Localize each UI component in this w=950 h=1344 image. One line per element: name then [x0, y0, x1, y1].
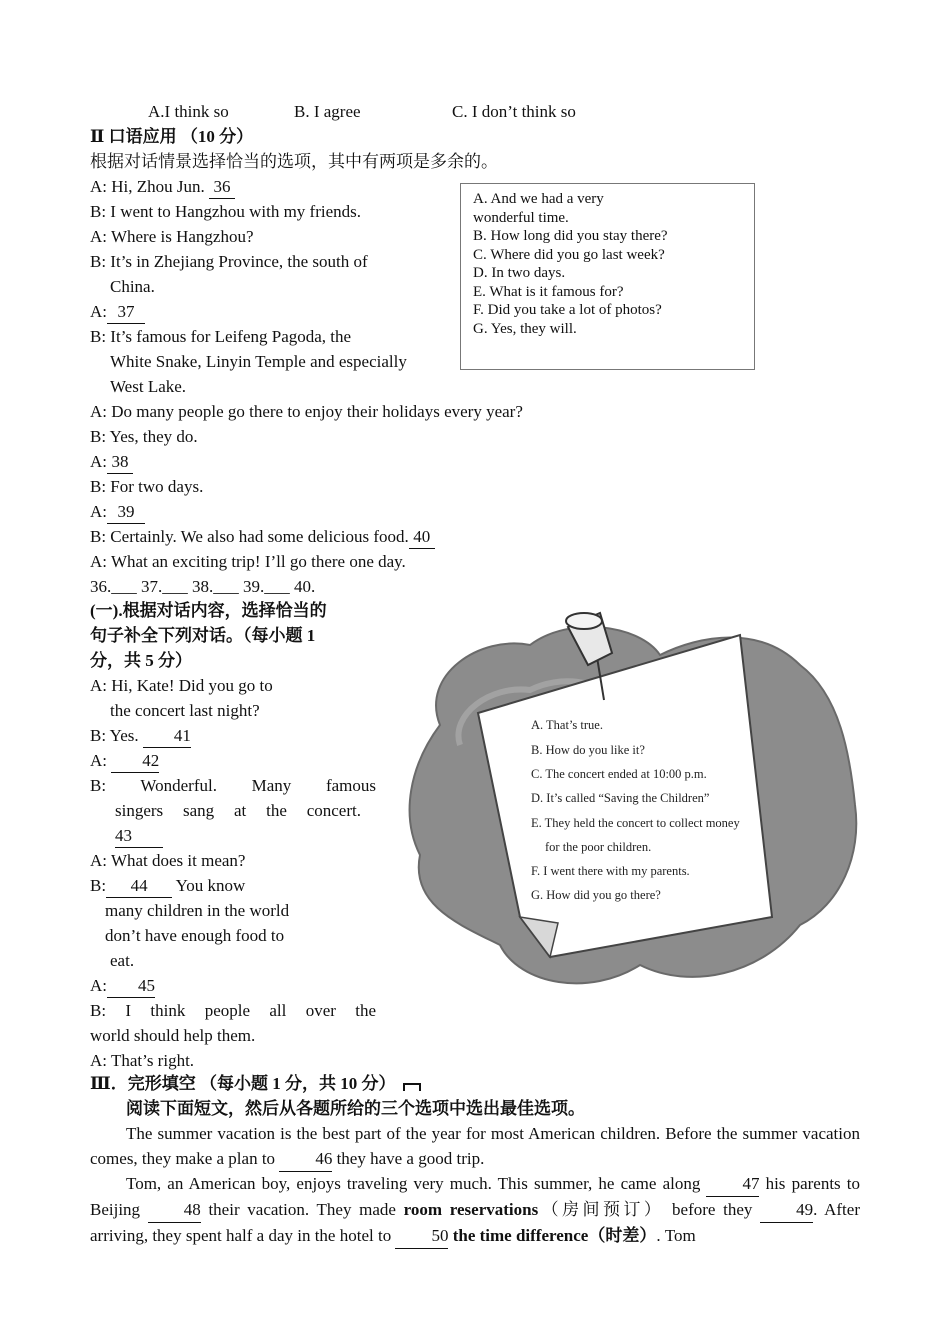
dialog1-line: A: 38 — [90, 451, 133, 474]
option-a: A.I think so — [148, 102, 229, 121]
dialog1-line: B: Certainly. We also had some delicious food. 40 — [90, 526, 435, 549]
dialog1-line: B: I went to Hangzhou with my friends. — [90, 202, 362, 221]
cursor-mark — [403, 1083, 421, 1091]
note-option: E. They held the concert to collect money — [531, 816, 740, 830]
dialog1-line: B: Yes, they do. — [90, 427, 198, 446]
note-option: G. How did you go there? — [531, 888, 661, 902]
dialog2-line: many children in the world — [105, 901, 290, 920]
note-option: for the poor children. — [545, 840, 652, 854]
blank-50[interactable]: 50 — [395, 1223, 448, 1249]
blank-48[interactable]: 48 — [148, 1197, 201, 1223]
blank-37[interactable]: 37 — [107, 301, 145, 324]
dialog2-line: A: That’s right. — [90, 1051, 195, 1070]
blank-40[interactable]: 40 — [409, 526, 435, 549]
section2-instruction: 根据对话情景选择恰当的选项，其中有两项是多余的。 — [90, 152, 498, 171]
dialog2-line: don’t have enough food to — [105, 926, 285, 945]
option-item: E. What is it famous for? — [473, 283, 624, 300]
blank-47[interactable]: 47 — [706, 1171, 759, 1197]
pinned-note-illustration — [400, 605, 862, 995]
option-item: G. Yes, they will. — [473, 320, 577, 337]
blank-38[interactable]: 38 — [107, 451, 133, 474]
dialog2-line: A: 42 — [90, 750, 159, 773]
section-a-title-2: 句子补全下列对话。（每小题 1 — [90, 626, 316, 645]
section3-instruction: 阅读下面短文，然后从各题所给的三个选项中选出最佳选项。 — [126, 1099, 585, 1118]
option-item: C. Where did you go last week? — [473, 246, 665, 263]
dialog1-line: A: Where is Hangzhou? — [90, 227, 254, 246]
note-option: D. It’s called “Saving the Children” — [531, 791, 710, 805]
option-item: F. Did you take a lot of photos? — [473, 302, 662, 318]
dialog2-line: A: 45 — [90, 975, 155, 998]
dialog2-line: world should help them. — [90, 1026, 256, 1045]
blank-44[interactable]: 44 — [106, 875, 172, 898]
option-item: B. How long did you stay there? — [473, 228, 668, 244]
dialog2-line: B: I think people all over the — [90, 1001, 377, 1020]
option-b: B. I agree — [294, 102, 361, 121]
dialog1-line: B: For two days. — [90, 477, 204, 496]
note-option: F. I went there with my parents. — [531, 864, 690, 878]
dialog2-line: A: What does it mean? — [90, 851, 246, 870]
option-c: C. I don’t think so — [452, 102, 576, 121]
option-item: D. In two days. — [473, 265, 566, 281]
dialog1-line: B: It’s famous for Leifeng Pagoda, the — [90, 327, 352, 346]
section-a-title-1: (一).根据对话内容，选择恰当的 — [90, 601, 327, 620]
note-option: C. The concert ended at 10:00 p.m. — [531, 767, 707, 781]
answer-line: 36.___ 37.___ 38.___ 39.___ 40. — [90, 577, 316, 596]
blank-49[interactable]: 49 — [760, 1197, 813, 1223]
dialog2-line: A: Hi, Kate! Did you go to — [90, 676, 273, 695]
dialog1-line: White Snake, Linyin Temple and especially — [110, 352, 407, 371]
dialog2-line: B: Yes. 41 — [90, 725, 191, 748]
note-option: A. That’s true. — [531, 718, 603, 732]
blank-46[interactable]: 46 — [279, 1146, 332, 1172]
dialog2-line: the concert last night? — [110, 701, 260, 720]
dialog1-line: A: 37 — [90, 301, 145, 324]
options-box — [460, 183, 755, 370]
dialog1-line: A: 39 — [90, 501, 145, 524]
blank-39[interactable]: 39 — [107, 501, 145, 524]
blank-42[interactable]: 42 — [111, 750, 159, 773]
blank-45[interactable]: 45 — [107, 975, 155, 998]
blank-41[interactable]: 41 — [143, 725, 191, 748]
dialog1-line: A: What an exciting trip! I’ll go there one day. — [90, 552, 406, 571]
option-item: A. And we had a very — [473, 191, 604, 207]
note-option: B. How do you like it? — [531, 743, 645, 757]
section-a-title-3: 分，共 5 分） — [90, 651, 192, 670]
dialog2-line: B: Wonderful. Many famous — [90, 776, 377, 795]
passage-paragraph-2: Tom, an American boy, enjoys traveling very much. This summer, he came along 47 his parents to Beijing 48 their vacation. They made room reservations（房间预订） before they 49. After arriving, they spent half a day in the hotel to 50 the time difference（时差）. Tom — [90, 1171, 860, 1249]
dialog1-line: A: Hi, Zhou Jun. 36 — [90, 176, 235, 199]
dialog2-line — [115, 825, 163, 848]
dialog1-line: China. — [110, 277, 155, 296]
blank-36[interactable]: 36 — [209, 176, 235, 199]
dialog1-line: B: It’s in Zhejiang Province, the south of — [90, 252, 368, 271]
section2-title: Ⅱ 口语应用 （10 分） — [90, 127, 254, 146]
dialog1-line: West Lake. — [110, 377, 187, 396]
dialog2-line: B: 44 You know — [90, 875, 245, 898]
dialog2-line: singers sang at the concert. — [115, 801, 361, 820]
option-item: wonderful time. — [473, 209, 569, 226]
passage-paragraph-1: The summer vacation is the best part of the year for most American children. Before the summer vacation comes, they make a plan to 46 they have a good trip. — [90, 1121, 860, 1172]
section3-title: Ⅲ．完形填空 （每小题 1 分，共 10 分） — [90, 1073, 421, 1095]
dialog2-line: eat. — [110, 951, 135, 970]
blank-43[interactable]: 43 — [115, 825, 163, 848]
top-options-row — [148, 101, 576, 123]
dialog1-line: A: Do many people go there to enjoy their holidays every year? — [90, 402, 523, 421]
